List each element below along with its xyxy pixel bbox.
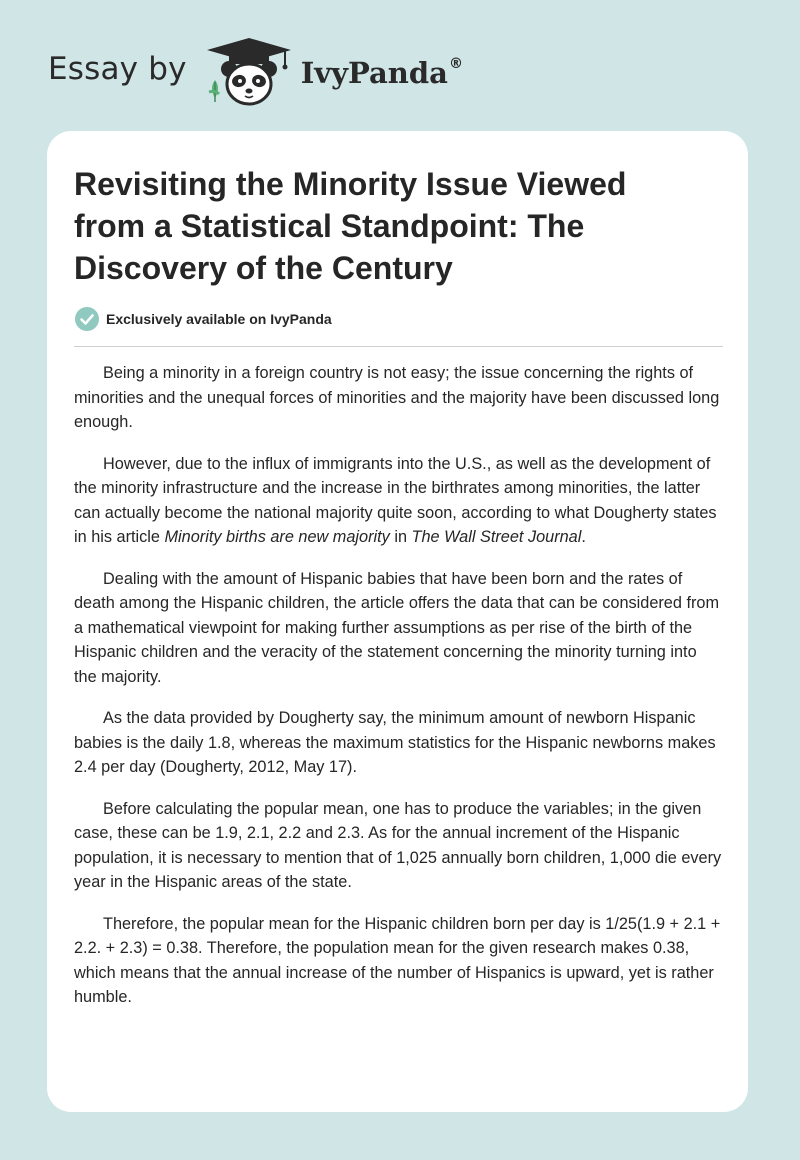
panda-graduate-logo-icon[interactable] [205, 36, 293, 108]
exclusive-badge-label: Exclusively available on IvyPanda [106, 311, 332, 327]
essay-by-label: Essay by [48, 51, 187, 87]
cited-article-title: Minority births are new majority [164, 528, 390, 546]
paragraph: Before calculating the popular mean, one has to produce the variables; in the given case, these can be 1.9, 2.1, 2.2 and 2.3. As for the annual increment of the Hispanic population, it is necessary to mention that of 1,025 annually born children, 1,000 die every year in the Hispanic areas of the state. [74, 799, 722, 891]
brand-name [301, 56, 463, 90]
check-circle-icon [74, 306, 100, 332]
essay-title: Revisiting the Minority Issue Viewed from a Statistical Standpoint: The Discovery of the Century [74, 166, 627, 286]
cited-journal-title: The Wall Street Journal [411, 528, 582, 546]
paragraph: Therefore, the popular mean for the Hispanic children born per day is 1/25(1.9 + 2.1 + 2.2. + 2.3) = 0.38. Therefore, the population mean for the given research makes 0.38, which means that the annual increase of the number of Hispanics is upward, yet is rather humble. [74, 914, 721, 1006]
paragraph: Dealing with the amount of Hispanic babies that have been born and the rates of death among the Hispanic children, the article offers the data that can be considered from a mathematical viewpoint for making further assumptions as per rise of the birth of the Hispanic children and the veracity of the statement concerning the minority turning into the majority. [74, 569, 720, 686]
paragraph-text: . [581, 528, 586, 546]
paragraph: As the data provided by Dougherty say, the minimum amount of newborn Hispanic babies is the daily 1.8, whereas the maximum statistics for the Hispanic newborns makes 2.4 per day (Dougherty, 2012, May 17). [74, 709, 716, 776]
paragraph: Being a minority in a foreign country is not easy; the issue concerning the rights of minorities and the unequal forces of minorities and the majority have been discussed long enough. [74, 364, 720, 431]
exclusive-badge [74, 306, 332, 332]
essay-body [74, 361, 723, 1027]
brand-name-text: IvyPanda [300, 56, 448, 90]
site-header [48, 36, 463, 108]
essay-card [47, 131, 748, 1112]
paragraph-text: in [389, 528, 412, 546]
divider [74, 346, 723, 347]
paragraph [74, 452, 723, 550]
registered-mark: ® [448, 56, 463, 72]
paragraph-text: However, due to the influx of immigrants into the U.S., as well as the development of the minority infrastructure and the increase in the birthrates among minorities, the latter can actually become the national majority quite soon, according to what Dougherty states in his article [74, 454, 717, 546]
